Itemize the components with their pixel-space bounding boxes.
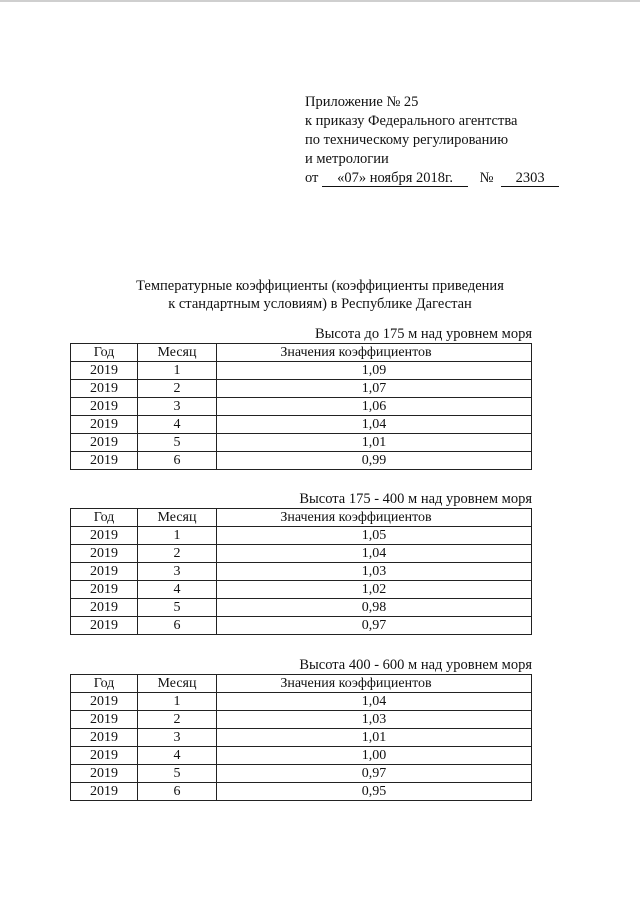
col-header-year: Год	[71, 344, 138, 362]
table-row	[71, 452, 532, 470]
cell-month: 3	[138, 398, 217, 416]
order-number: 2303	[501, 171, 559, 187]
cell-value: 1,02	[217, 581, 532, 599]
col-header-value: Значения коэффициентов	[217, 344, 532, 362]
cell-value: 1,07	[217, 380, 532, 398]
date-prefix: от	[305, 170, 319, 186]
cell-year: 2019	[71, 783, 138, 801]
cell-year: 2019	[71, 398, 138, 416]
cell-month: 1	[138, 362, 217, 380]
col-header-value: Значения коэффициентов	[217, 509, 532, 527]
cell-value: 1,05	[217, 527, 532, 545]
table-row	[71, 581, 532, 599]
coefficients-table	[70, 508, 532, 635]
col-header-value: Значения коэффициентов	[217, 675, 532, 693]
order-date-line	[305, 169, 559, 188]
col-header-month: Месяц	[138, 675, 217, 693]
table-header-row	[71, 675, 532, 693]
cell-month: 5	[138, 599, 217, 617]
cell-month: 6	[138, 452, 217, 470]
cell-year: 2019	[71, 527, 138, 545]
cell-year: 2019	[71, 362, 138, 380]
cell-value: 1,00	[217, 747, 532, 765]
cell-month: 3	[138, 563, 217, 581]
cell-year: 2019	[71, 380, 138, 398]
cell-month: 2	[138, 711, 217, 729]
cell-year: 2019	[71, 693, 138, 711]
col-header-month: Месяц	[138, 344, 217, 362]
cell-month: 4	[138, 416, 217, 434]
table-row	[71, 545, 532, 563]
cell-year: 2019	[71, 765, 138, 783]
cell-value: 0,95	[217, 783, 532, 801]
table-header-row	[71, 509, 532, 527]
coefficients-table	[70, 343, 532, 470]
table-row	[71, 747, 532, 765]
table-row	[71, 527, 532, 545]
cell-month: 4	[138, 747, 217, 765]
col-header-year: Год	[71, 675, 138, 693]
cell-value: 1,09	[217, 362, 532, 380]
cell-value: 1,04	[217, 545, 532, 563]
cell-value: 0,97	[217, 617, 532, 635]
table-section-1	[70, 326, 532, 470]
table-caption: Высота 400 - 600 м над уровнем моря	[299, 657, 532, 673]
cell-month: 6	[138, 783, 217, 801]
table-section-2	[70, 491, 532, 635]
coefficients-table	[70, 674, 532, 801]
cell-value: 1,03	[217, 711, 532, 729]
cell-year: 2019	[71, 563, 138, 581]
cell-year: 2019	[71, 452, 138, 470]
cell-month: 3	[138, 729, 217, 747]
cell-month: 2	[138, 380, 217, 398]
cell-year: 2019	[71, 416, 138, 434]
order-date: «07» ноября 2018г.	[322, 171, 468, 187]
cell-month: 5	[138, 434, 217, 452]
cell-value: 1,01	[217, 434, 532, 452]
cell-value: 0,97	[217, 765, 532, 783]
document-title	[60, 277, 580, 313]
cell-year: 2019	[71, 581, 138, 599]
table-header-row	[71, 344, 532, 362]
cell-value: 0,99	[217, 452, 532, 470]
col-header-month: Месяц	[138, 509, 217, 527]
cell-year: 2019	[71, 711, 138, 729]
order-reference-line2: по техническому регулированию	[305, 132, 509, 148]
table-row	[71, 693, 532, 711]
table-caption: Высота до 175 м над уровнем моря	[314, 326, 532, 342]
cell-month: 5	[138, 765, 217, 783]
page-top-border	[0, 0, 640, 2]
table-row	[71, 783, 532, 801]
cell-month: 2	[138, 545, 217, 563]
table-row	[71, 711, 532, 729]
table-row	[71, 563, 532, 581]
number-label: №	[479, 170, 494, 186]
cell-value: 1,04	[217, 693, 532, 711]
table-row	[71, 434, 532, 452]
cell-year: 2019	[71, 747, 138, 765]
table-row	[71, 729, 532, 747]
cell-value: 1,01	[217, 729, 532, 747]
table-row	[71, 362, 532, 380]
title-line1: Температурные коэффициенты (коэффициенты приведения	[136, 278, 504, 294]
appendix-number: Приложение № 25	[305, 94, 419, 110]
col-header-year: Год	[71, 509, 138, 527]
title-line2: к стандартным условиям) в Республике Дагестан	[168, 296, 472, 312]
cell-year: 2019	[71, 545, 138, 563]
cell-value: 1,06	[217, 398, 532, 416]
cell-year: 2019	[71, 729, 138, 747]
cell-value: 1,04	[217, 416, 532, 434]
table-row	[71, 765, 532, 783]
table-section-3	[70, 657, 532, 801]
cell-month: 1	[138, 693, 217, 711]
order-reference-line3: и метрологии	[305, 151, 389, 167]
table-row	[71, 599, 532, 617]
cell-month: 6	[138, 617, 217, 635]
cell-year: 2019	[71, 599, 138, 617]
table-row	[71, 380, 532, 398]
cell-value: 0,98	[217, 599, 532, 617]
table-row	[71, 416, 532, 434]
appendix-header	[305, 93, 559, 188]
cell-year: 2019	[71, 617, 138, 635]
table-row	[71, 398, 532, 416]
table-caption: Высота 175 - 400 м над уровнем моря	[299, 491, 532, 507]
cell-month: 4	[138, 581, 217, 599]
order-reference: к приказу Федерального агентства	[305, 113, 518, 129]
cell-month: 1	[138, 527, 217, 545]
cell-year: 2019	[71, 434, 138, 452]
table-row	[71, 617, 532, 635]
cell-value: 1,03	[217, 563, 532, 581]
